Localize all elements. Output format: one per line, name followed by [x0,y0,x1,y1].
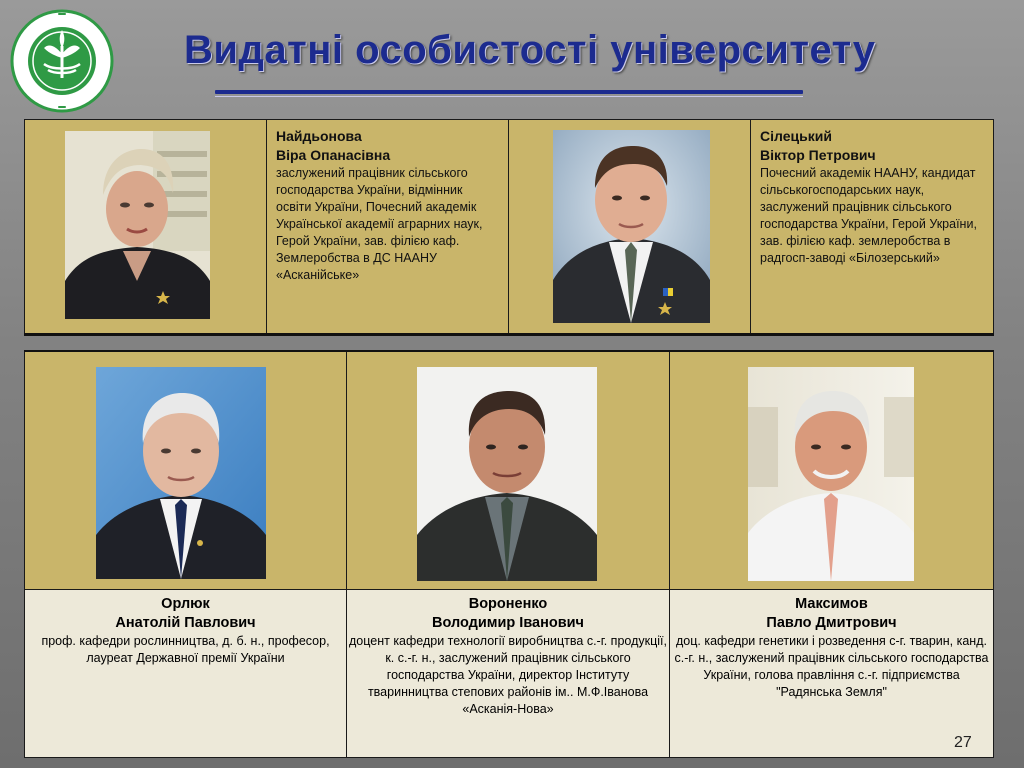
person-name: Павло Дмитрович [766,615,897,631]
portrait-siletsky [553,130,710,323]
person-description: заслужений працівник сільського господарства України, відмінник освіти України, Почесний академік Української академії аграрних наук, Герой України, зав. філією каф. Землеробства в ДС НААНУ «Асканійське» [276,166,483,282]
title-underline-shadow [215,96,803,97]
person-description: Почесний академік НААНУ, кандидат сільськогосподарських наук, заслужений працівник сільського господарства України, Герой України, зав. філією каф. землеробства в радгосп-заводі «Білозерський» [760,166,977,265]
portrait-maksymov [748,367,914,581]
photo-cell-orliuk [25,351,347,590]
bottom-people-table [24,350,994,758]
portrait-naidonova [65,131,210,319]
person-description: доц. кафедри генетики і розведення с-г. тварин, канд. с.-г. н., заслужений працівник сільського господарства України, голова правління с.-г. підприємства "Радянська Земля" [674,634,989,699]
person-name: Анатолій Павлович [115,615,256,631]
photo-cell-voronenko [347,351,670,590]
photo-cell-maksymov [670,351,994,590]
person-name: Віра Опанасівна [276,147,391,163]
person-description: доцент кафедри технології виробництва с.-г. продукції, к. с.-г. н., заслужений працівник сільського господарства України, директор Інституту тваринництва степових районів ім.. М.Ф.Іванова «Асканія-Нова» [349,634,667,716]
top-people-table [24,119,994,336]
person-name: Віктор Петрович [760,147,876,163]
portrait-voronenko [417,367,597,581]
university-logo [8,8,116,114]
info-cell-orliuk [25,590,347,758]
person-surname: Максимов [795,596,868,612]
info-cell-naidonova [267,120,509,335]
person-surname: Орлюк [161,596,210,612]
info-cell-maksymov [670,590,994,758]
portrait-orliuk [96,367,266,579]
page-number: 27 [954,734,972,751]
page-title: Видатні особистості університету [184,28,876,72]
person-name: Володимир Іванович [432,615,584,631]
info-cell-siletsky [751,120,994,335]
title-underline [215,90,803,94]
person-description: проф. кафедри рослинництва, д. б. н., професор, лауреат Державної премії України [41,634,330,665]
person-surname: Сілецький [760,128,832,144]
person-surname: Вороненко [468,596,548,612]
photo-cell-siletsky [509,120,751,335]
photo-cell-naidonova [25,120,267,335]
person-surname: Найдьонова [276,128,362,144]
info-cell-voronenko [347,590,670,758]
